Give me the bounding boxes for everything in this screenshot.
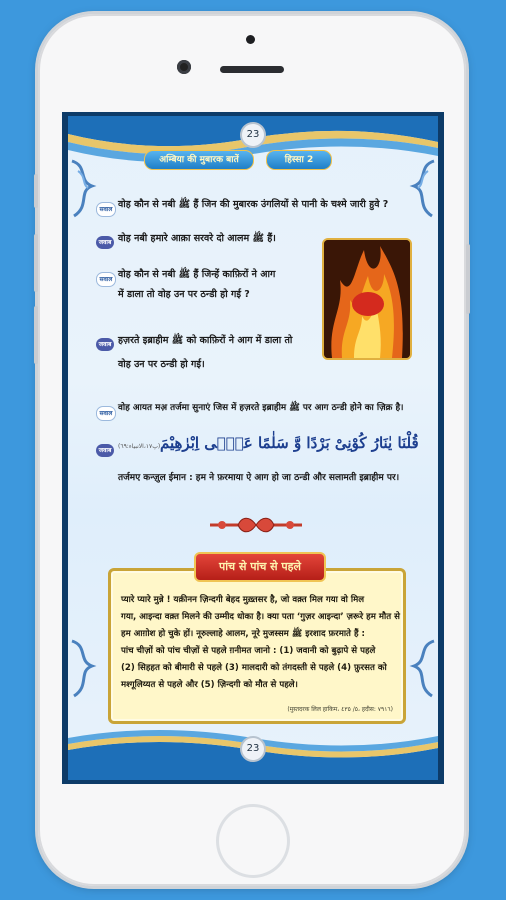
translation-text: तर्जमए कन्ज़ुल ईमान : हम ने फ़रमाया ऐ आग हो जा ठन्डी और सलामती इब्राहीम पर। xyxy=(118,473,400,483)
fire-image xyxy=(322,238,412,360)
volume-down-button xyxy=(34,306,38,364)
screen xyxy=(62,112,444,784)
question-text: वोह आयत मअ़ तर्जमा सुनाएं जिस में हज़रते इब्राहीम ﷺ पर आग ठन्डी होने का ज़िक्र है। xyxy=(118,403,404,413)
box-line: प्यारे प्यारे मुन्ने ! यक़ीनन ज़िन्दगी बेहद मुख़्तसर है, जो वक़्त मिल गया वो मिल xyxy=(121,595,365,605)
question-text: में डाला तो वोह उन पर ठन्डी हो गई ? xyxy=(118,289,250,300)
left-bottom-ornament xyxy=(68,636,106,706)
box-line: मश्गूलिय्यत से पहले और (5) ज़िन्दगी को मौत से पहले। xyxy=(121,680,298,690)
proximity-sensor xyxy=(246,35,255,44)
divider-ornament xyxy=(208,514,304,536)
box-line: पांच चीज़ों को पांच चीज़ों से पहले ग़नीमत जानो : (1) जवानी को बुढ़ापे से पहले xyxy=(121,646,376,656)
page-number-bottom: 23 xyxy=(240,736,266,762)
box-title: पांच से पांच से पहले xyxy=(194,552,326,582)
page-number-top: 23 xyxy=(240,122,266,148)
verse-reference: (پ١٧،الانبیاء:٦٩) xyxy=(118,443,161,450)
mute-switch xyxy=(34,174,38,208)
answer-text: वोह उन पर ठन्डी हो गई। xyxy=(118,359,205,370)
power-button xyxy=(466,244,470,314)
question-badge: सवाल xyxy=(96,202,116,217)
question-text: वोह कौन से नबी ﷺ हैं जिन्हें काफ़िरों ने आग xyxy=(118,269,276,280)
box-line: (2) सिहहत को बीमारी से पहले (3) मालदारी को तंगदस्ती से पहले (4) फ़ुरसत को xyxy=(121,663,387,673)
answer-text: वोह नबी हमारे आक़ा सरवरे दो आलम ﷺ हैं। xyxy=(118,233,276,244)
hadith-reference: (मुस्तदरक लिल हाकिम، ٥/ ٤٣٥، हदीस: ٧٩١٦) xyxy=(287,706,393,713)
part-label: हिस्सा 2 xyxy=(266,150,332,170)
question-badge: सवाल xyxy=(96,272,116,287)
box-line: हम आग़ोश हो चुके हों। नूरुल्लाहे आलम, नूरे मुजस्सम ﷺ इरशाद फ़रमाते हैं : xyxy=(121,629,365,639)
front-camera-icon xyxy=(177,60,191,74)
chapter-title: अम्बिया की मुबारक बातें xyxy=(144,150,254,170)
quran-verse: قُلْنَا يٰنَارُ كُوْنِیْ بَرْدًا وَّ سَلٰمًا عَلٰۤى اِبْرٰهِیْمَ xyxy=(160,434,419,452)
question-text: वोह कौन से नबी ﷺ हैं जिन की मुबारक उंगलियों से पानी के चश्मे जारी हुवे ? xyxy=(118,199,389,210)
fire-icon xyxy=(324,240,410,358)
book-page[interactable] xyxy=(68,116,438,780)
question-badge: सवाल xyxy=(96,406,116,421)
right-corner-ornament xyxy=(400,156,438,226)
answer-badge: जवाब xyxy=(96,338,114,351)
answer-badge: जवाब xyxy=(96,444,114,457)
answer-text: हज़रते इब्राहीम ﷺ को काफ़िरों ने आग में डाला तो xyxy=(118,335,293,346)
box-line: गया, आइन्दा वक़्त मिलने की उम्मीद धोका है। क्या पता ‘गुज़र आइन्दा’ ज़रूरे हम मौत से xyxy=(121,612,400,622)
answer-badge: जवाब xyxy=(96,236,114,249)
home-button[interactable] xyxy=(216,804,290,878)
hadith-box xyxy=(108,568,406,724)
volume-up-button xyxy=(34,234,38,292)
earpiece-speaker xyxy=(220,66,284,73)
